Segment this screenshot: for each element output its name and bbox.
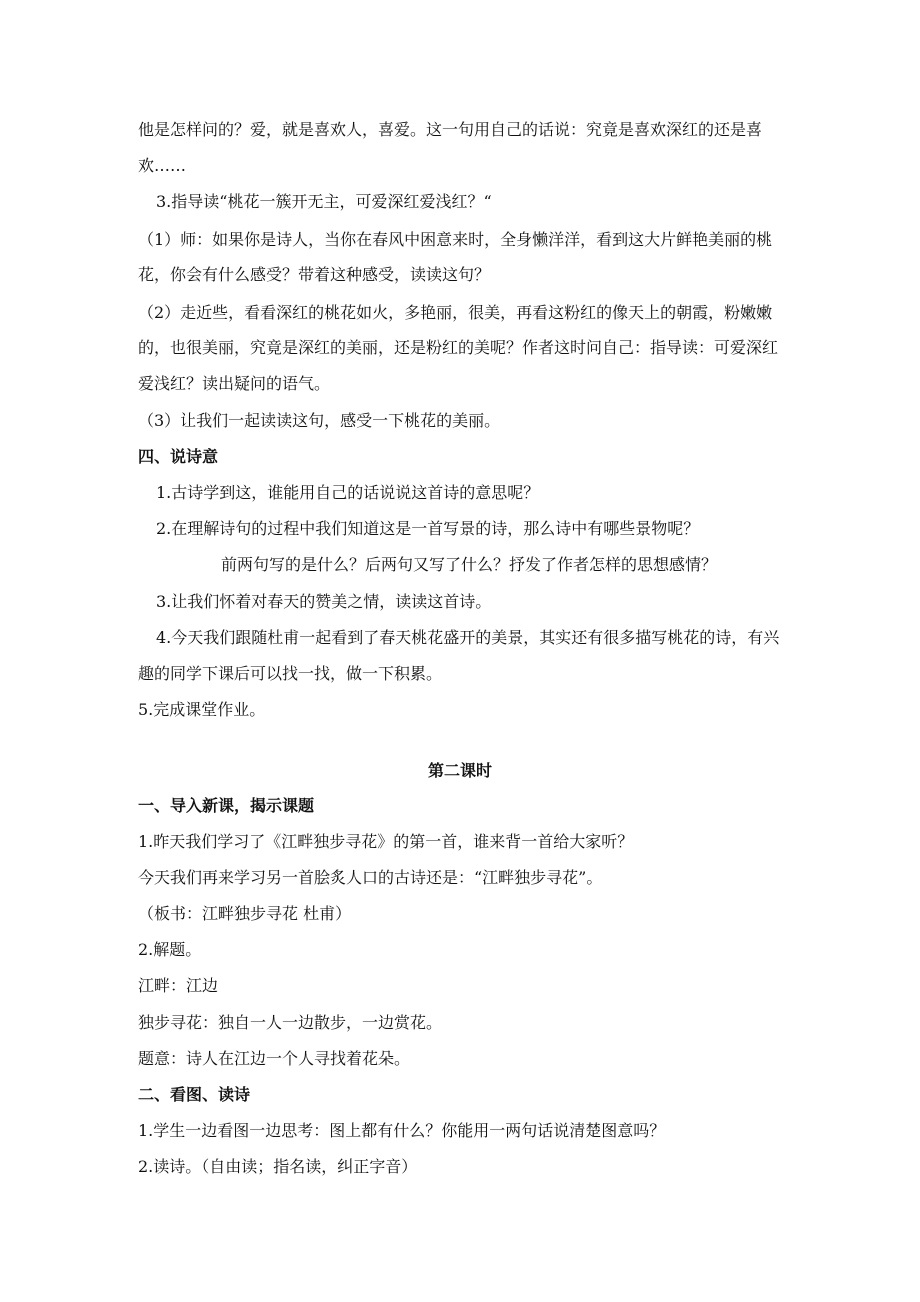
section-heading: 一、导入新课，揭示课题 xyxy=(138,796,315,815)
lesson-title: 第二课时 xyxy=(428,761,493,780)
paragraph-line: 欢…… xyxy=(138,156,187,175)
paragraph-line: 前两句写的是什么？后两句又写了什么？抒发了作者怎样的思想感情？ xyxy=(221,555,718,574)
paragraph-line: （板书：江畔独步寻花 杜甫） xyxy=(138,904,352,923)
paragraph-line: 1.昨天我们学习了《江畔独步寻花》的第一首，谁来背一首给大家听？ xyxy=(138,832,634,851)
paragraph-line: （2）走近些，看看深红的桃花如火，多艳丽，很美，再看这粉红的像天上的朝霞，粉嫩嫩 xyxy=(138,303,773,322)
section-heading: 四、说诗意 xyxy=(138,447,219,466)
paragraph-line: 2.解题。 xyxy=(138,940,202,959)
paragraph-line: （1）师：如果你是诗人，当你在春风中困意来时，全身懒洋洋，看到这大片鲜艳美丽的桃 xyxy=(138,230,773,249)
paragraph-line: 1.古诗学到这，谁能用自己的话说说这首诗的意思呢？ xyxy=(156,483,540,502)
paragraph-line: 他是怎样问的？爱，就是喜欢人，喜爱。这一句用自己的话说：究竟是喜欢深红的还是喜 xyxy=(138,120,763,139)
paragraph-line: 题意：诗人在江边一个人寻找着花朵。 xyxy=(138,1049,411,1068)
paragraph-line: 5.完成课堂作业。 xyxy=(138,700,266,719)
paragraph-line: 江畔：江边 xyxy=(138,976,219,995)
paragraph-line: 1.学生一边看图一边思考：图上都有什么？你能用一两句话说清楚图意吗？ xyxy=(138,1121,666,1140)
section-heading: 二、看图、读诗 xyxy=(138,1085,251,1104)
paragraph-line: 今天我们再来学习另一首脍炙人口的古诗还是：“江畔独步寻花”。 xyxy=(138,868,603,887)
paragraph-line: 趣的同学下课后可以找一找，做一下积累。 xyxy=(138,664,443,683)
paragraph-line: 爱浅红？读出疑问的语气。 xyxy=(138,374,331,393)
paragraph-line: 3.指导读“桃花一簇开无主，可爱深红爱浅红？“ xyxy=(156,192,492,211)
paragraph-line: 4.今天我们跟随杜甫一起看到了春天桃花盛开的美景，其实还有很多描写桃花的诗，有兴 xyxy=(156,628,780,647)
paragraph-line: 花，你会有什么感受？带着这种感受，读读这句？ xyxy=(138,265,491,284)
paragraph-line: 的，也很美丽，究竟是深红的美丽，还是粉红的美呢？作者这时问自己：指导读：可爱深红 xyxy=(138,338,779,357)
paragraph-line: 2.读诗。（自由读；指名读，纠正字音） xyxy=(138,1157,418,1176)
paragraph-line: 3.让我们怀着对春天的赞美之情，读读这首诗。 xyxy=(156,592,492,611)
paragraph-line: 2.在理解诗句的过程中我们知道这是一首写景的诗，那么诗中有哪些景物呢？ xyxy=(156,519,700,538)
paragraph-line: 独步寻花：独自一人一边散步，一边赏花。 xyxy=(138,1013,443,1032)
paragraph-line: （3）让我们一起读读这句，感受一下桃花的美丽。 xyxy=(138,411,501,430)
